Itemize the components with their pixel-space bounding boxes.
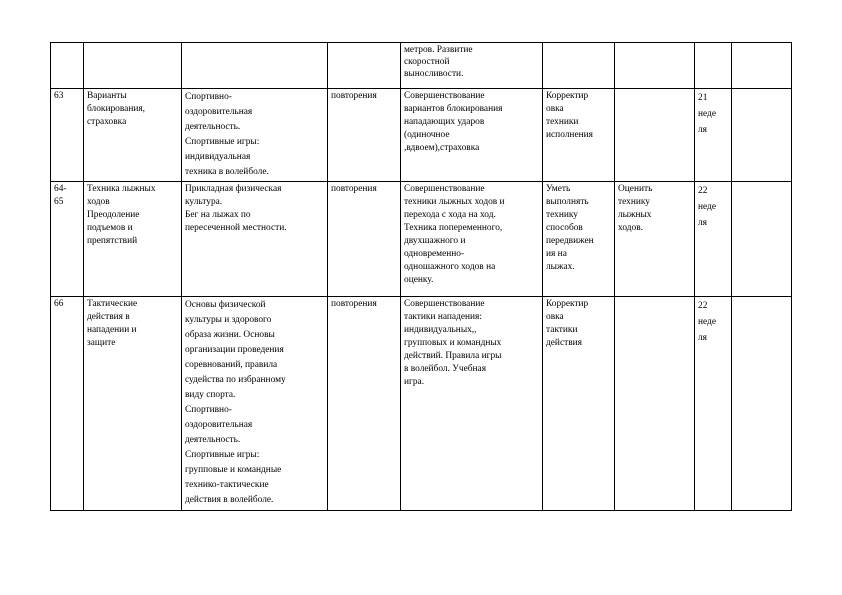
elements-cell: Совершенствование вариантов блокирования нападающих ударов (одиночное ,вдвоем),страховка [401, 89, 543, 182]
content-cell: Прикладная физическая культура. Бег на лыжах по пересеченной местности. [182, 182, 328, 297]
topic-cell: Техника лыжных ходов Преодоление подъемов и препятствий [84, 182, 182, 297]
lesson-type-cell: повторения [328, 182, 401, 297]
blank-cell [732, 43, 792, 89]
blank-cell [732, 182, 792, 297]
lesson-number-cell: 63 [51, 89, 84, 182]
lesson-plan-table [50, 42, 792, 511]
lesson-type-cell [328, 43, 401, 89]
content-cell [182, 43, 328, 89]
elements-cell: метров. Развитие скоростной выносливости. [401, 43, 543, 89]
table-row [51, 43, 792, 89]
assessment-cell [615, 89, 695, 182]
table-row [51, 89, 792, 182]
blank-cell [732, 89, 792, 182]
date-cell: 21 неде ля [695, 89, 732, 182]
date-cell: 22 неде ля [695, 297, 732, 511]
date-cell [695, 43, 732, 89]
topic-cell [84, 43, 182, 89]
content-cell: Спортивно- оздоровительная деятельность. Спортивные игры: индивидуальная техника в волейболе. [182, 89, 328, 182]
assessment-cell: Оценить технику лыжных ходов. [615, 182, 695, 297]
date-cell: 22 неде ля [695, 182, 732, 297]
blank-cell [732, 297, 792, 511]
assessment-cell [615, 297, 695, 511]
lesson-number-cell: 66 [51, 297, 84, 511]
lesson-type-cell: повторения [328, 297, 401, 511]
requirements-cell: Корректир овка тактики действия [543, 297, 615, 511]
topic-cell: Варианты блокирования, страховка [84, 89, 182, 182]
table-row [51, 182, 792, 297]
requirements-cell [543, 43, 615, 89]
content-cell: Основы физической культуры и здорового образа жизни. Основы организации проведения соревнований, правила судейства по избранному виду спорта. Спортивно- оздоровительная деятельность. Спортивные игры: групповые и командные технико-тактические действия в волейболе. [182, 297, 328, 511]
lesson-type-cell: повторения [328, 89, 401, 182]
lesson-number-cell: 64- 65 [51, 182, 84, 297]
requirements-cell: Уметь выполнять технику способов передвижен ия на лыжах. [543, 182, 615, 297]
elements-cell: Совершенствование тактики нападения: индивидуальных,, групповых и командных действий. Правила игры в волейбол. Учебная игра. [401, 297, 543, 511]
elements-cell: Совершенствование техники лыжных ходов и перехода с хода на ход. Техника попеременного, двухшажного и одновременно- одношажного ходов на оценку. [401, 182, 543, 297]
requirements-cell: Корректир овка техники исполнения [543, 89, 615, 182]
table-row [51, 297, 792, 511]
topic-cell: Тактические действия в нападении и защите [84, 297, 182, 511]
lesson-number-cell [51, 43, 84, 89]
assessment-cell [615, 43, 695, 89]
